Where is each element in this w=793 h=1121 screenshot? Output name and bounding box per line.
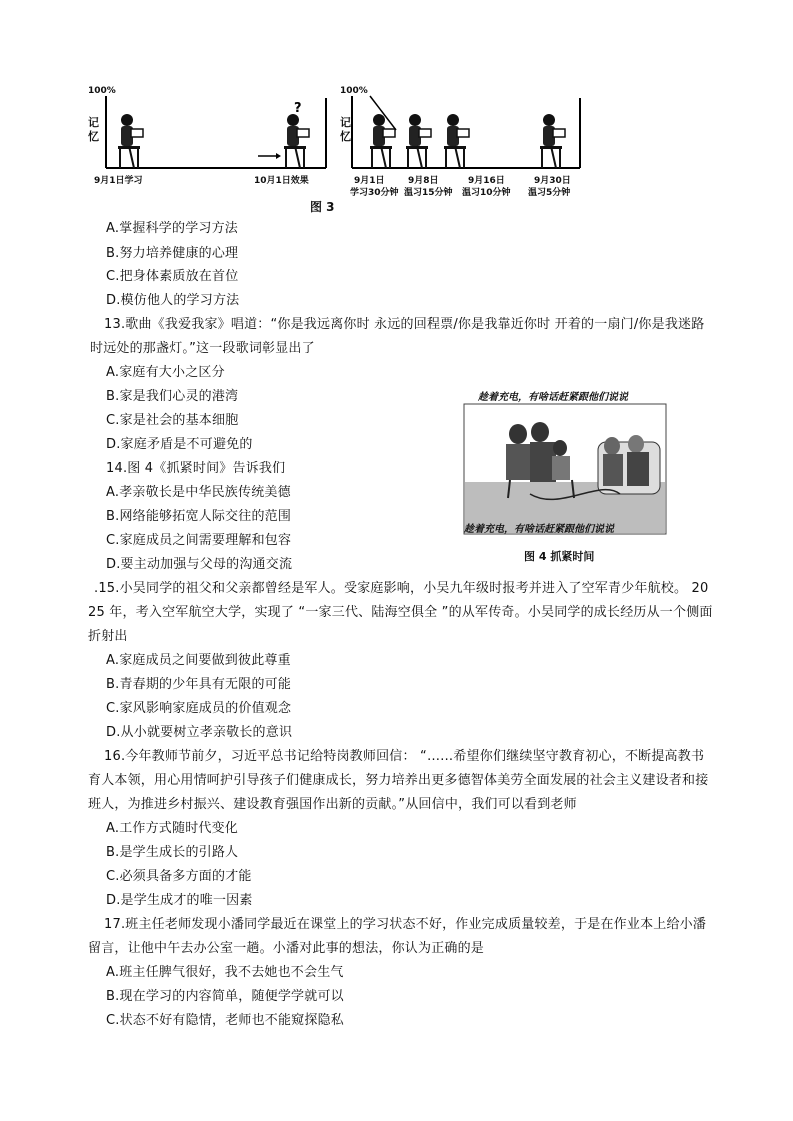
option-17-a: A.班主任脾气很好，我不去她也不会生气 (106, 965, 344, 980)
option-14-a: A.孝亲敬长是中华民族传统美德 (106, 485, 291, 500)
question-15-stem-line3: 折射出 (88, 629, 128, 644)
question-16-stem-line2: 育人本领，用心用情呵护引导孩子们健康成长，努力培养出更多德智体美劳全面发展的社会主义建设者和接 (88, 773, 709, 788)
option-12-c: C.把身体素质放在首位 (106, 269, 239, 284)
option-16-d: D.是学生成才的唯一因素 (106, 893, 253, 908)
y-axis-top-label: 100% (88, 86, 116, 96)
option-12-b: B.努力培养健康的心理 (106, 246, 239, 261)
y-axis-top-label: 100% (340, 86, 368, 96)
option-12-a: A.掌握科学的学习方法 (106, 221, 238, 236)
option-13-a: A.家庭有大小之区分 (106, 365, 225, 380)
option-15-d: D.从小就要树立孝亲敬长的意识 (106, 725, 293, 740)
question-16-stem-line3: 班人，为推进乡村振兴、建设教育强国作出新的贡献。”从回信中，我们可以看到老师 (88, 797, 577, 812)
question-14-stem: 14.图 4《抓紧时间》告诉我们 (106, 461, 286, 476)
cartoon-bottom-caption: 趁着充电，有啥话赶紧跟他们说说 (464, 524, 614, 535)
figure-4-cartoon (460, 382, 670, 564)
option-14-b: B.网络能够拓宽人际交往的范围 (106, 509, 292, 524)
question-13-stem-line1: 13.歌曲《我爱我家》唱道：“你是我远离你时 永远的回程票/你是我靠近你时 开着的一扇门/你是我迷路 (104, 317, 705, 332)
x-axis-label: 9月1日学习 (94, 176, 143, 186)
figure-3-memory-diagram (84, 84, 584, 214)
question-17-stem-line1: 17.班主任老师发现小潘同学最近在课堂上的学习状态不好，作业完成质量较差，于是在作业本上给小潘 (104, 917, 707, 932)
option-15-b: B.青春期的少年具有无限的可能 (106, 677, 292, 692)
memory-curve-illustration (84, 84, 584, 199)
option-15-c: C.家风影响家庭成员的价值观念 (106, 701, 292, 716)
student-reading-icon (406, 114, 431, 168)
option-17-b: B.现在学习的内容简单，随便学学就可以 (106, 989, 344, 1004)
y-axis-label: 记忆 (340, 116, 351, 143)
cartoon-top-caption: 趁着充电，有啥话赶紧跟他们说说 (478, 392, 628, 403)
figure-4-caption: 图 4 抓紧时间 (524, 550, 595, 563)
student-reading-icon (444, 114, 469, 168)
option-13-b: B.家是我们心灵的港湾 (106, 389, 239, 404)
x-axis-note: 学习30分钟 (350, 188, 399, 198)
student-reading-icon (284, 114, 309, 168)
x-axis-note: 温习5分钟 (528, 188, 571, 198)
x-axis-date: 9月1日 (354, 176, 385, 186)
x-axis-note: 温习15分钟 (404, 188, 453, 198)
option-14-c: C.家庭成员之间需要理解和包容 (106, 533, 292, 548)
question-17-stem-line2: 留言，让他中午去办公室一趟。小潘对此事的想法，你认为正确的是 (88, 941, 485, 956)
x-axis-date: 9月30日 (534, 176, 571, 186)
student-reading-icon (370, 114, 395, 168)
option-13-d: D.家庭矛盾是不可避免的 (106, 437, 253, 452)
x-axis-label: 10月1日效果 (254, 176, 309, 186)
y-axis-label: 记忆 (88, 116, 99, 143)
option-16-b: B.是学生成长的引路人 (106, 845, 239, 860)
question-mark-icon: ? (294, 101, 302, 116)
option-14-d: D.要主动加强与父母的沟通交流 (106, 557, 293, 572)
option-13-c: C.家是社会的基本细胞 (106, 413, 239, 428)
student-reading-icon (540, 114, 565, 168)
x-axis-date: 9月16日 (468, 176, 505, 186)
option-12-d: D.模仿他人的学习方法 (106, 293, 240, 308)
x-axis-date: 9月8日 (408, 176, 439, 186)
family-cartoon-illustration (460, 382, 670, 542)
option-17-c: C.状态不好有隐情，老师也不能窥探隐私 (106, 1013, 345, 1028)
option-15-a: A.家庭成员之间要做到彼此尊重 (106, 653, 291, 668)
question-15-stem-line2: 25 年，考入空军航空大学，实现了 “一家三代、陆海空俱全 ”的从军传奇。小吴同学的成长经历从一个侧面 (88, 605, 713, 620)
student-reading-icon (118, 114, 143, 168)
question-13-stem-line2: 时远处的那盏灯。”这一段歌词彰显出了 (90, 341, 315, 356)
x-axis-note: 温习10分钟 (462, 188, 511, 198)
option-16-a: A.工作方式随时代变化 (106, 821, 238, 836)
question-16-stem-line1: 16.今年教师节前夕，习近平总书记给特岗教师回信： “……希望你们继续坚守教育初心，不断提高教书 (104, 749, 705, 764)
option-16-c: C.必须具备多方面的才能 (106, 869, 252, 884)
figure-3-caption: 图 3 (310, 200, 335, 214)
question-15-stem-line1: .15.小吴同学的祖父和父亲都曾经是军人。受家庭影响，小吴九年级时报考并进入了空军青少年航校。 20 (94, 581, 709, 596)
